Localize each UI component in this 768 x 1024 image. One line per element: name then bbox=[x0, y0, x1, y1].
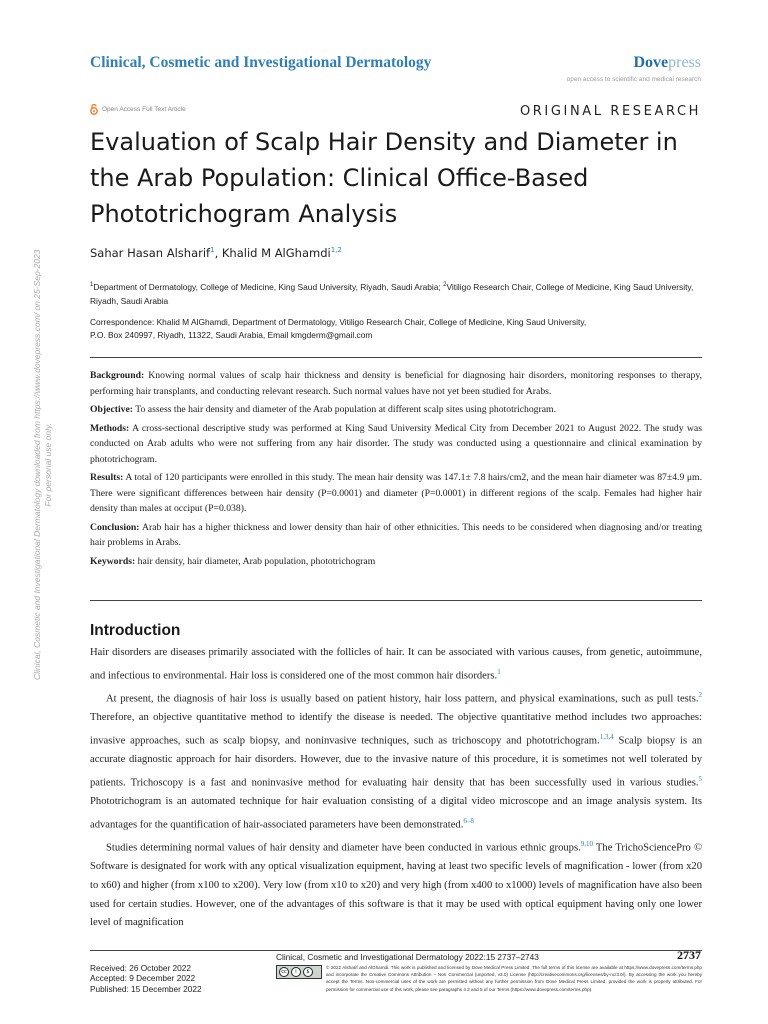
paragraph bbox=[90, 835, 702, 933]
paragraph bbox=[90, 686, 702, 835]
noncommercial-icon: $ bbox=[303, 967, 313, 977]
section-label: Results: bbox=[90, 472, 124, 483]
citation-ref[interactable]: 1,3,4 bbox=[599, 732, 614, 741]
author-name[interactable]: Khalid M AlGhamdi bbox=[221, 246, 331, 260]
open-access-icon bbox=[90, 104, 98, 115]
watermark-line: Clinical, Cosmetic and Investigational Dermatology downloaded from https://www.dovepress.com/ on 25-Sep-2023 bbox=[32, 249, 42, 680]
section-label: Conclusion: bbox=[90, 521, 140, 533]
abstract bbox=[90, 368, 702, 572]
section-text: A cross-sectional descriptive study was performed at King Saud University Medical City from December 2021 to August 2022. The study was conducted on Arab adults who were not suffering from any hair disorder. The study was conducted using a questionnaire and clinical examination by phototrichogram. bbox=[90, 422, 702, 465]
citation-ref[interactable]: 1 bbox=[497, 667, 501, 676]
paragraph bbox=[90, 644, 702, 686]
article-title: Evaluation of Scalp Hair Density and Diameter in the Arab Population: Clinical Office-Based Phototrichogram Analysis bbox=[90, 128, 678, 228]
section-label: Objective: bbox=[90, 404, 134, 415]
body-text bbox=[90, 644, 702, 933]
paragraph-text: Therefore, an objective quantitative method to identify the disease is needed. The objective quantitative method includes two approaches: invasive approaches, such as scalp biopsy, and noninvasive techniques, such as trichoscopy and phototrichogram. bbox=[90, 712, 702, 747]
author-name[interactable]: Sahar Hasan Alsharif bbox=[90, 246, 211, 260]
abstract-background bbox=[90, 368, 702, 399]
correspondence-line[interactable]: P.O. Box 240997, Riyadh, 11322, Saudi Arabia, Email kmgderm@gmail.com bbox=[90, 330, 373, 340]
abstract-methods bbox=[90, 421, 702, 468]
brand-tagline: open access to scientific and medical research bbox=[566, 76, 701, 83]
author-affil-ref[interactable]: 1 bbox=[210, 246, 215, 255]
watermark-line: For personal use only. bbox=[43, 423, 53, 507]
abstract-results bbox=[90, 470, 702, 517]
correspondence-line: Correspondence: Khalid M AlGhamdi, Department of Dermatology, Vitiligo Research Chair, College of Medicine, King Saud University, bbox=[90, 317, 587, 327]
published-date: Published: 15 December 2022 bbox=[90, 983, 202, 994]
article-type: ORIGINAL RESEARCH bbox=[519, 104, 701, 119]
paragraph-text: Hair disorders are diseases primarily associated with the follicles of hair. It can be associated with various causes, from genetic, autoimmune, and infectious to environmental. Hair loss is considered one of the most common hair disorders. bbox=[90, 647, 702, 682]
journal-citation[interactable]: Clinical, Cosmetic and Investigational Dermatology 2022:15 2737–2743 bbox=[276, 952, 539, 962]
footer-divider bbox=[90, 950, 702, 951]
citation-ref[interactable]: 6–8 bbox=[463, 816, 474, 825]
paragraph-text: Phototrichogram is an automated technique for hair evaluation consisting of a digital video microscope and an image analysis system. Its advantages for the quantification of hair-associated parameters have been demonstrated. bbox=[90, 796, 702, 831]
cc-icon: cc bbox=[279, 967, 289, 977]
brand-sub: press bbox=[668, 54, 701, 71]
paragraph-text: Studies determining normal values of hair density and diameter have been conducted in various ethnic groups. bbox=[106, 842, 581, 854]
author-affil-ref[interactable]: 1,2 bbox=[330, 246, 342, 255]
author-separator: , bbox=[214, 246, 222, 260]
paragraph-text: At present, the diagnosis of hair loss is usually based on patient history, hair loss pattern, and physical examinations, such as pull tests. bbox=[106, 693, 699, 705]
abstract-objective bbox=[90, 402, 702, 418]
affil-mark: 2 bbox=[443, 282, 447, 288]
paragraph-text: The TrichoSciencePro © Software is designated for work with any optical visualization equipment, having at least two specific levels of magnification - lower (from x20 to x60) and higher (from x100 to x200). Very low (from x10 to x20) and very high (from x400 to x1000) levels of magnification have also been used for certain studies. However, one of the advantages of this software is that it may be used with optical equipment having only one lower level of magnification bbox=[90, 842, 702, 929]
cc-license-icon[interactable] bbox=[276, 965, 322, 979]
correspondence bbox=[90, 316, 702, 342]
section-text: To assess the hair density and diameter of the Arab population at different scalp sites using phototrichogram. bbox=[133, 404, 557, 415]
journal-name[interactable]: Clinical, Cosmetic and Investigational Dermatology bbox=[90, 54, 432, 71]
open-access-badge[interactable] bbox=[90, 104, 186, 115]
affil-text: Vitiligo Research Chair, College of Medicine, King Saud University, Riyadh, Saudi Arabia bbox=[90, 281, 694, 306]
page-number: 2737 bbox=[677, 948, 701, 962]
open-access-label: Open Access Full Text Article bbox=[102, 106, 186, 113]
download-watermark bbox=[32, 250, 54, 680]
abstract-keywords bbox=[90, 554, 702, 570]
license-text: © 2022 Alsharif and AlGhamdi. This work is published and licensed by Dove Medical Press Limited. The full terms of this license are available at https://www.dovepress.com/terms.php and incorporate the Creative Commons Attribution – Non Commercial (unported, v3.0) License (http://creativecommons.org/licenses/by-nc/3.0/). By accessing the work you hereby accept the Terms. Non-commercial uses of the work are permitted without any further permission from Dove Medical Press Limited, provided the work is properly attributed. For permission for commercial use of this work, please see paragraphs 4.2 and 5 of our Terms (https://www.dovepress.com/terms.php). bbox=[326, 965, 702, 992]
abstract-conclusion bbox=[90, 520, 702, 551]
section-label: Methods: bbox=[90, 422, 130, 434]
attribution-icon: i bbox=[291, 967, 301, 977]
affiliations bbox=[90, 278, 702, 308]
accepted-date: Accepted: 9 December 2022 bbox=[90, 973, 196, 984]
section-text: hair density, hair diameter, Arab population, phototrichogram bbox=[135, 555, 376, 567]
divider bbox=[90, 357, 702, 358]
received-date: Received: 26 October 2022 bbox=[90, 963, 192, 973]
section-label: Keywords: bbox=[90, 555, 136, 567]
affil-text: Department of Dermatology, College of Medicine, King Saud University, Riyadh, Saudi Arabia; bbox=[93, 281, 444, 292]
citation-ref[interactable]: 9,10 bbox=[580, 839, 593, 848]
citation-ref[interactable]: 2 bbox=[698, 690, 702, 699]
paragraph-text: Scalp biopsy is an accurate diagnostic approach for hair disorders. However, due to the invasive nature of this procedure, it is sometimes not well tolerated by patients. Trichoscopy is a fast and noninvasive method for evaluating hair density that has been successfully used in various studies. bbox=[90, 735, 702, 789]
author-list bbox=[90, 246, 342, 260]
affil-mark: 1 bbox=[90, 282, 94, 288]
section-text: A total of 120 participants were enrolled in this study. The mean hair density was 147.1± 7.8 hairs/cm2, and the mean hair diameter was 87±4.9 μm. There were significant differences between hair density (P=0.0001) and diameter (P=0.0001) in different regions of the scalp. Females had higher hair density than males at occiput (P=0.038). bbox=[90, 472, 702, 514]
publisher-logo[interactable] bbox=[567, 54, 701, 83]
section-heading: Introduction bbox=[90, 622, 181, 639]
brand-main: Dove bbox=[633, 54, 669, 71]
section-text: Knowing normal values of scalp hair thickness and density is beneficial for diagnosing hair disorders, monitoring responses to therapy, performing hair transplants, and conducting relevant research. Such normal values have not yet been studied for Arabs. bbox=[90, 370, 702, 397]
article-dates bbox=[90, 963, 202, 994]
divider bbox=[90, 600, 702, 601]
citation-ref[interactable]: 5 bbox=[698, 774, 702, 783]
section-label: Background: bbox=[90, 370, 145, 381]
section-text: Arab hair has a higher thickness and lower density than hair of other ethnicities. This needs to be considered when diagnosing and/or treating hair problems in Arabs. bbox=[90, 521, 702, 548]
